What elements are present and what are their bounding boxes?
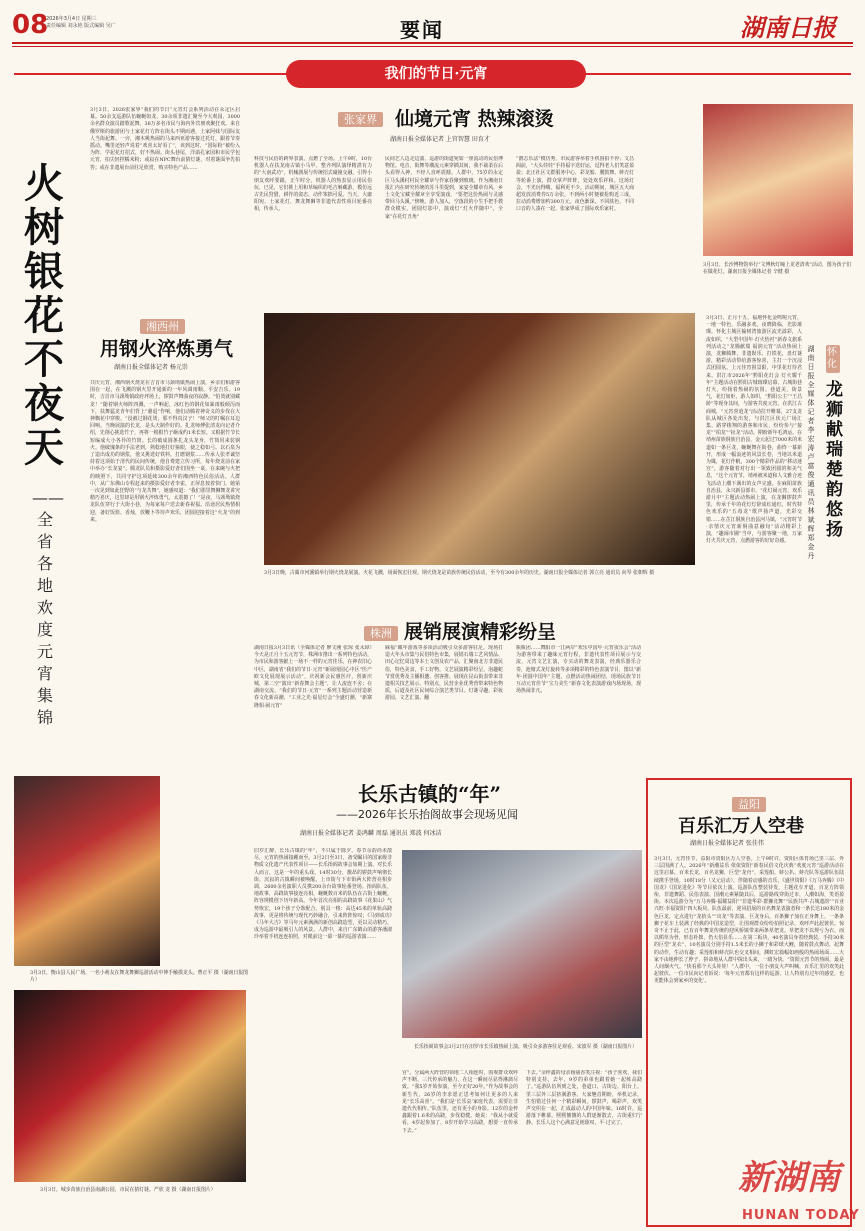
- changle-photo-caption: 长乐抬阁故事会3月2日在汨罗市长乐镇热闹上演，吸引众多游客驻足观看。宋波军 摄（湖南日报图片）: [414, 1044, 637, 1050]
- header-editors: 责任编辑 刘永艳 版式编辑 吴广: [46, 23, 116, 29]
- changle-byline: 湖南日报全媒体记者 姜鸿麟 周磊 通讯员 郑波 何冰洁: [300, 830, 442, 837]
- header-rule-thin: [12, 46, 853, 47]
- lion-dance-caption: 3月3日，衡山县人民广场，一名小萌友在舞龙舞狮巡游活动中伸手触摸龙头。曹正平 摄（湖南日报图片）: [30, 970, 249, 983]
- xiangxi-text: 共庆元宵，湘西钢火烧龙在吉首市马颈坳镇热闹上演，乡亲们和游客围在一起，在飞溅的钢火里开通新的一年风调雨顺、平安吉乐。19时，吉首市马颈坳镇政府坪场上，锣鼓声舞曲夜的寂静。“怕烫就别藏龙！”随着钢火师阵四溅，一声响起，冰红色的钢花如暴雨般倾泻而下，扶舞猛龙青年们背上“避退”作响，他们动腾着神奇义的步伐在大神飘花中穿梭。“没被过钢花烫，那不得真汉子！”师父的叮嘱在耳边回响。当晚展演的长龙，是头天制作好的。扎龙师傅张清龙向记者介绍，先削心挑选竹子，再将一根根竹子砸成约1米长短。又根据竹节长短编成大小各异的竹筒。长的破成圆条扎龙头龙身，竹筒用来装钢火。他破瑰条的手法老到，熟稔地打好箍眼，使之稳如弓。以石泉为了造出成功的钢浆，他又挑选好铁料，打磨钢浆……传承人张孝诚坚持着这项始于清代的民间传统，他自费建立传习所，每年烧龙前在家中举办“长龙宴”。腾龙队员和摄影爱好者们围坐一桌，在来碗与火把的映照下，共同守护这项延续300余年的湘西特色民俗活动。人群中，从广东佛山专程赶来的摄影爱好者李雀，正屏息按着快门。她第一次见到如此狂野的“与龙共舞”，她感叹道：“我们那里舞狮舞龙讲究精巧喜庆，这里却是用钢火淬炼勇气，太震撼了！”是夜，马颈坳镇烧龙队伍穿行于大街小巷，为每家每户送去新春祝福。沿途居民热情相迎，备好饭篮、香烛，放鞭卜等待声欢乐，团圆迎接着这“火龙”的到来。: [90, 380, 240, 523]
- lion-dance-photo: [14, 776, 160, 966]
- changle-subtitle: ——2026年长乐抬阁故事会现场见闻: [336, 808, 518, 821]
- zjj-col1: 科技与民俗的跨界表演，点燃了全场。上午9时，10台机器人在扶龙南古镇小马甲，整齐列队演绎精湛有力的“大南武功”，机械剧展与传统招式碰撞交融，引得小朋友欢呼要跟，正午时分，机器人的热表显示用民俗玩，巳见，它们挑上用和草编织的毛吉斛藏游，模仿远古先民狩猎，耕作的姿态，动作笨拙可爱。当天，大庸阳宛，土家花灯，舞龙舞狮等非遗代表性项目轮番亮相，传承人，: [254, 156, 372, 213]
- page-number: 08: [12, 10, 49, 40]
- xiangxi-title: 用钢火淬炼勇气: [100, 338, 234, 360]
- huaihua-text: 3月3日，正月十五，福地怀化金鸣呢元宵，一地一特色，乐融多欢。夜晓降临，光影璀璨。怀化主城区榆树湾旅游区流光溢彩，人流如织，“大型中国年·灯火怡衬”新春文旅系列活动之“龙腾献瑞 福润元宵”活动热闹上演，龙狮腾舞，非遗娱乐，打铁花，盘灯谜游，精彩活动带给游客惊喜，主打一个沉浸式团圆氛。上元佳宵围景阳，中里花灯待君来。洪江市2026年“黔阳花灯会 灯火耀千年”主题活动在黔阳古城璀璨启幕，古城街巷灯火，纷扬着热闹的氛围。巷道美，街景气，花灯如炬，游人如织，“黔阳公主”“王昌龄”等现身其间，与游客共度元宵。在洪江古商城，“元宵喜逍龙”活动拉开帷幕，27支龙队从城区各处出发，与洪江区状元广场汇集，路穿梭翔的游客和市民，纷纷参与“接龙”“拍龙”“扯龙”活动。期盼新年毛鸿运。在靖州苗族侗族自治县，金元起过7000米的米道如一条巨龙，蜿蜒舞在街巷，曲终一幕新开，形成一幅浪迹的风景长卷，当地以米道为媒，花灯作帆，300个精彩作品的“移动迷宫”，游客随着对行出一领致团圆的和美气息，“这个元宵节，靖州被米道和人文雅合迹飞活动上潮下满出的女声完盛。在麻阳苗族自治县，永兴新县部市，“花灯闹元宵，欢乐游月中”主题活动热闹上演，在龙狮锣鼓声里，传承千年的花灯灯辞成红通红，时代特色欢乐的“五毒龙”歌声扬声道，光彩交错……在芷江侗族自治县河马镇，“元宵时节·亲情庆元宵新侗曲意融旬”活动精彩上演，“趣闹市圃”当中，与游客聚一地，万家灯火共庆元宵，点燃游客的好好奇感。: [706, 315, 802, 545]
- zjj-tag-label: 张家界: [338, 112, 383, 127]
- yiyang-text: 3月3日，元宵佳节，益阳市资阳区万人空巷。上午9时许，资阳区体育场已里三层、外三层围满了人。2026年“新潮益乐 依依资阳”新春民俗文化庆典“欢度元宵”巡游活动在这里启幕。百米长龙，百名龙狮，巨型“龙舟”，采莲船、蚌公扒、蚌壳队等巡游队伍陆续携手登场。10时18分（又元启动），伴随着动感的音乐，《盛世资阳》《万马奔腾》《中国龙》《国龙进化》等节目依次上演。巡游队伍整装待发，主题花车开道，百龙方阵领衔，非遗舞蹈、民俗表演、国潮元素紧随其后，巡游路线穿街过市，人潮如海，笑语盈街。本次巡游分为“万马奔腾·福耀益阳”“非遗华彩·群狮竞舞”“民族共声·古城遗韵”“百业兴旺·幸福资阳”四大板块。队伍最前，迎风招展的百名舞龙表演者和一条长达180米的金色巨龙，定点进行“龙抬头”“出龙”等表演，巨龙身后，百条狮子加在正身舞上，一条条狮子花车上装满了经典的中国龙造型，让围观群众纷纷拍照记录，欢呼声此起彼伏。惊奇不止于此，已有百年舞龙传统的迎风桥镇带来两条草把龙。草把龙不以规亏为衣，而以稻草为骨，形态朴拙，仍大俗显乐……在第二板块，40名演员身着经典装，手持30米的巨型“龙衣”，10名演员分别手持1.5米长的小狮子和彩球大鲤，随着鼓点舞动，起舞的动作，生动有趣；采莲船和蚌壳队也交叉相间，渊虹宏篇幅如画般的热闹场面……大家不由地伸长了脖子，拼命地从人群中探出头来，一睹为快。“资阳元宵节的热闹，最是人间烟火气。“快看那个大头娃娃！”人群中，一位小朋友大声叫喊，百乐汇里的欢笑此起彼伏。一位市民向记者诉说：‘每年元宵都有这样的巡游，让人特别有过年的感觉，也更能体会到家乡的变化’。: [654, 856, 844, 985]
- changle-col1: 旧岁汇醉，长乐古镇的“年”，不只属于除夕。春节余韵尚未散尽，元宵的热闹接踵而至。3月2日至3日，备受瞩目的国家级非物质文化遗产代表性项目——长乐抬阁故事会如期上演。对长乐人而言，这是一年的重头戏。14时30分，激昂的锣鼓声响彻长街，沉寂的古镇瞬间被唤醒。上市街与下市街两大阵营亮相步调，2600余名演职人员携200余台故事轮番登场。抬阁队伍，地故事，高跷故事接连亮相，蜿蜒数百米的队伍在古街上蜿蜒，阵容规模创下历年新高。今年首次亮相的高跷故事《花果山》气势恢宏，19个孩子分饰配合，别具一格：高达45米的单轨高跷故事，更是将传统与现代巧妙融合，引来阵阵惊叹；《马到成功》《马年大吉》等马年元素满满的新创高跷造型，更以灵动精巧，成为巡游中最吸引人的风景。人群中，来自广东鹤山的游客潘淑玲举着手机连连拍照，对眼前这一幕一幕的巡游表演……: [254, 848, 392, 941]
- zjj-title: 仙境元宵 热辣滚烫: [395, 108, 554, 130]
- header-meta: [46, 16, 116, 30]
- lantern-caption: 3月3日，城步苗族自治县南湖公园，市民在猜灯谜。严欣 龙 摄（湖南日报图片）: [40, 1187, 216, 1193]
- zhuzhou-col3: 瓶瓶团……舞阳市一江两岸“欢乐中国年·元宵夜乐会”活动为游客带来了趣味元宵行程，非遗代表性项目展示与交流，元宵文艺汇演，专买动的舞龙表演，经典乐器乐合奏，池塘式龙灯旋转等多项精彩的特色表演节目，图以“新年·团圆中国年”主题，点燃活动热闹团结，现场民族节日互动元宵佳节“宝力美生”新春文化表演游戏内场现场，现场热闹非凡。: [516, 645, 641, 695]
- lantern-making-caption: 3月3日，长沙博物馆举行“文博秋灯瞳上龙老清欢”活动，图为孩子们在做花灯。湖南日报全媒体记者 辛健 摄: [703, 262, 852, 275]
- yiyang-byline: 湖南日报全媒体记者 张佳伟: [690, 840, 764, 847]
- changle-title: 长乐古镇的“年”: [358, 782, 502, 806]
- lantern-making-photo: [703, 104, 853, 256]
- huaihua-tag: [826, 345, 840, 373]
- newspaper-logo: 湖南日报: [740, 13, 836, 42]
- zhuzhou-col2: 麻福“藏年游戏等多项活动吸引众多游客驻足。现场打造大年头市集与民俗特色市集，展销石墙工艺风情品、田心记忆周边等本土文创及农产品，汇聚南北方非遗民俗，特色美食，手工好物。文艺展演精彩纷呈，泡趣蛇节赏优秀及主播相邀、创客推、展现在昆山街表带来非遗相关技艺展示，特别点，民营企业优秀营带来特色物质，后道及社区民间综合演艺类节目。灯谜寻趣，彩妆游园、文艺汇演、翻: [385, 645, 503, 702]
- lead-title-block: [12, 92, 82, 772]
- yiyang-title: 百乐汇万人空巷: [678, 816, 804, 837]
- zjj-intro-text: 3月3日，2026张家界“我们的节日”元宵灯会系列活动在永定区启幕。50余支巡游队伍蜿蜒如龙，30余项非遗汇聚至今大观园，3000余名群众演员踏歌起舞，38万多名市民与海内外宾朋欢聚狂欢。来自俄罗斯的旅游团与土家花灯方阵在街头不期而遇，土家阿妹与国际友人当街起舞。一旁，湘木桃热闹的马来西亚游客接过托灯，跟着节奏摇动。嘴里还轻声说着“欢喜太好看了”，该到这时，“国际粉”被纷入为阵，学起花灯招式，好不热闹。街头巷尾，洋溢孔家园和市民学包元宵，拍尖轻捏糯米粉；或寂在NPC舞台前猜灯谜，对着谜面争先拍答；或在非遗展台前驻足欣赏，购买特色产品……: [90, 107, 240, 171]
- zjj-col2: 民间艺人边走边演，巡游的街道宛如一座流动的民俗博物馆。电音，街舞等潮流元素穿插其间，我不裁柔在后头看得入神，不经人直呼震撼。人群中，75岁的永定区马头溪村村民全耀章与作家春聚到玻璃。作为湘南日报汇内在研究传统的苏斗里提到，家宴全耀章有风，乡土文化宝藏全耀章全享受演戏，“要把这份热闹与灵感带回马头溪。”傍晚，游人加入，空落段的小生手把手教群众模实，团圆灯影中，演戏灯“灯火伴随中”，全家“在花灯丑角”: [385, 156, 503, 220]
- section-title: 要闻: [400, 18, 444, 42]
- zjj-col3: “鹊志乐法”模仿秀，市民游客举着手机围拍不停；文昌阁前，“大头娃娃”手持福字送好运，逗得老人们笑意盈盈；北正社区文群服务中心，彩龙船、腰鼓舞、蚌壳灯等轮番上演，群众掌声阵阵，处处欢乐祥和。这场灯会，不光玩得嗨，福利更不少。活动期间，城区五大商超发放消费券5万余张，不到两小时便被抢购近三成，拉动消费增加约300万元。夜色渐深，不同肤色，不同口音的人凑在一起，张家界成了国际欢乐家村。: [516, 156, 634, 213]
- fire-dragon-caption: 3月3日晚，古蔺市河溪镇举行钢火烧龙展演。火花飞溅，场面恢宏壮观。钢火烧龙是苗族传统民俗活动，至今有300余年的历史。湖南日报全媒体记者 郭立亮 通讯员 向琴 张朝辉 摄: [264, 570, 655, 576]
- vertical-main-title: 火树银花不夜天: [24, 160, 64, 471]
- zhuzhou-col1: 湖南日报3月3日讯（全媒体记者 廖文刚 张琼 张永璋）今天是正月十五元宵节，株洲市推出一系列特色活动，为市民和游客献上一场不一样的元宵佳乐。在神农旧心中区，湖南省“我们的节日·元宵”新展现园心中区“医产欧文化展现展示活动”，庆祝新会民惠医疗，创新庆城，第二空”演出“新春舞会主题”，让人流连不舍；在湖南交流，“我们的节日·元宵”一系列主题活动营造新春文化新高潮，“工业之光·福星灯会”全盛灯潮，“新寨隆相·闹元宵”: [254, 645, 372, 709]
- xiangxi-tag-label: 湘西州: [140, 319, 185, 334]
- zhuzhou-tag: [364, 622, 398, 641]
- changle-parade-photo: [402, 850, 642, 1038]
- yiyang-tag: [732, 793, 766, 812]
- watermark-en: HUNAN TODAY: [742, 1208, 860, 1223]
- changle-col3: 下去。”余梓鑫的母亲杨丽香笑注视：“孩子喜欢，我们特别支持。去年，9岁的弟弟也跟着她一起练高跷了。”巡游队伍所到之处，巷道口、古街边、阳台上，里三层外三层挤满游客。大家翘首期盼，举机记录，生怕错过任何一个精彩瞬间。锣鼓声，喝彩声，欢笑声交织在一起，汇成最动人的中国年味。16时许，巡游落下帷幕。熙熙攘攘的人群逐渐散去，古街重归宁静。长乐人这个心满意足地歇叹，平·过完了。: [526, 1070, 642, 1127]
- header-date: 2026年3月4日 星期三: [46, 16, 97, 22]
- watermark-cn: 新湖南: [738, 1158, 840, 1198]
- zhuzhou-title: 展销展演精彩纷呈: [404, 621, 557, 643]
- zjj-tag: [338, 108, 383, 127]
- vertical-subtitle: ——全省各地欢度元宵集锦: [32, 488, 64, 727]
- xiangxi-tag: [140, 315, 185, 334]
- topic-banner: 我们的节日·元宵: [286, 60, 586, 88]
- huaihua-tag-label: 怀化: [826, 345, 840, 373]
- changle-col2: 官”。分属两大阵营的领地二人相连时，围观群众欢呼声不断，三代传承的魅力，在这一瞬间尽显得淋漓尽致。“我5岁开始参演，至今正好20年。”作为故事会的新生代，26岁的李求愿正思考如何让更多的人来见“长乐高喜”。“我们是‘长乐哀’家庭代表，需要让非遗代代相传。”队伍里，还有更小的身影。12岁的金梓鑫跟着1.6米的高跷，步伐稳健。她说：“我从小就爱看，4岁起参加了，8岁开始学习高跷。想要一直传承下去。”: [402, 1070, 518, 1134]
- lantern-photo: [14, 990, 246, 1182]
- xiangxi-byline: 湖南日报全媒体记者 杨元崇: [114, 364, 188, 371]
- zjj-byline: 湖南日报全媒体记者 上官智慧 田育才: [390, 136, 490, 143]
- huaihua-title: 龙狮献瑞 楚韵悠扬: [826, 380, 843, 540]
- yiyang-tag-label: 益阳: [732, 797, 766, 812]
- huaihua-byline: 湖南日报全媒体记者 李宏涛 卢富俊 通讯员 林斌辉 郑金丹: [807, 345, 815, 560]
- header-rule: [12, 42, 853, 44]
- fire-dragon-photo: [264, 313, 695, 565]
- zhuzhou-tag-label: 株洲: [364, 626, 398, 641]
